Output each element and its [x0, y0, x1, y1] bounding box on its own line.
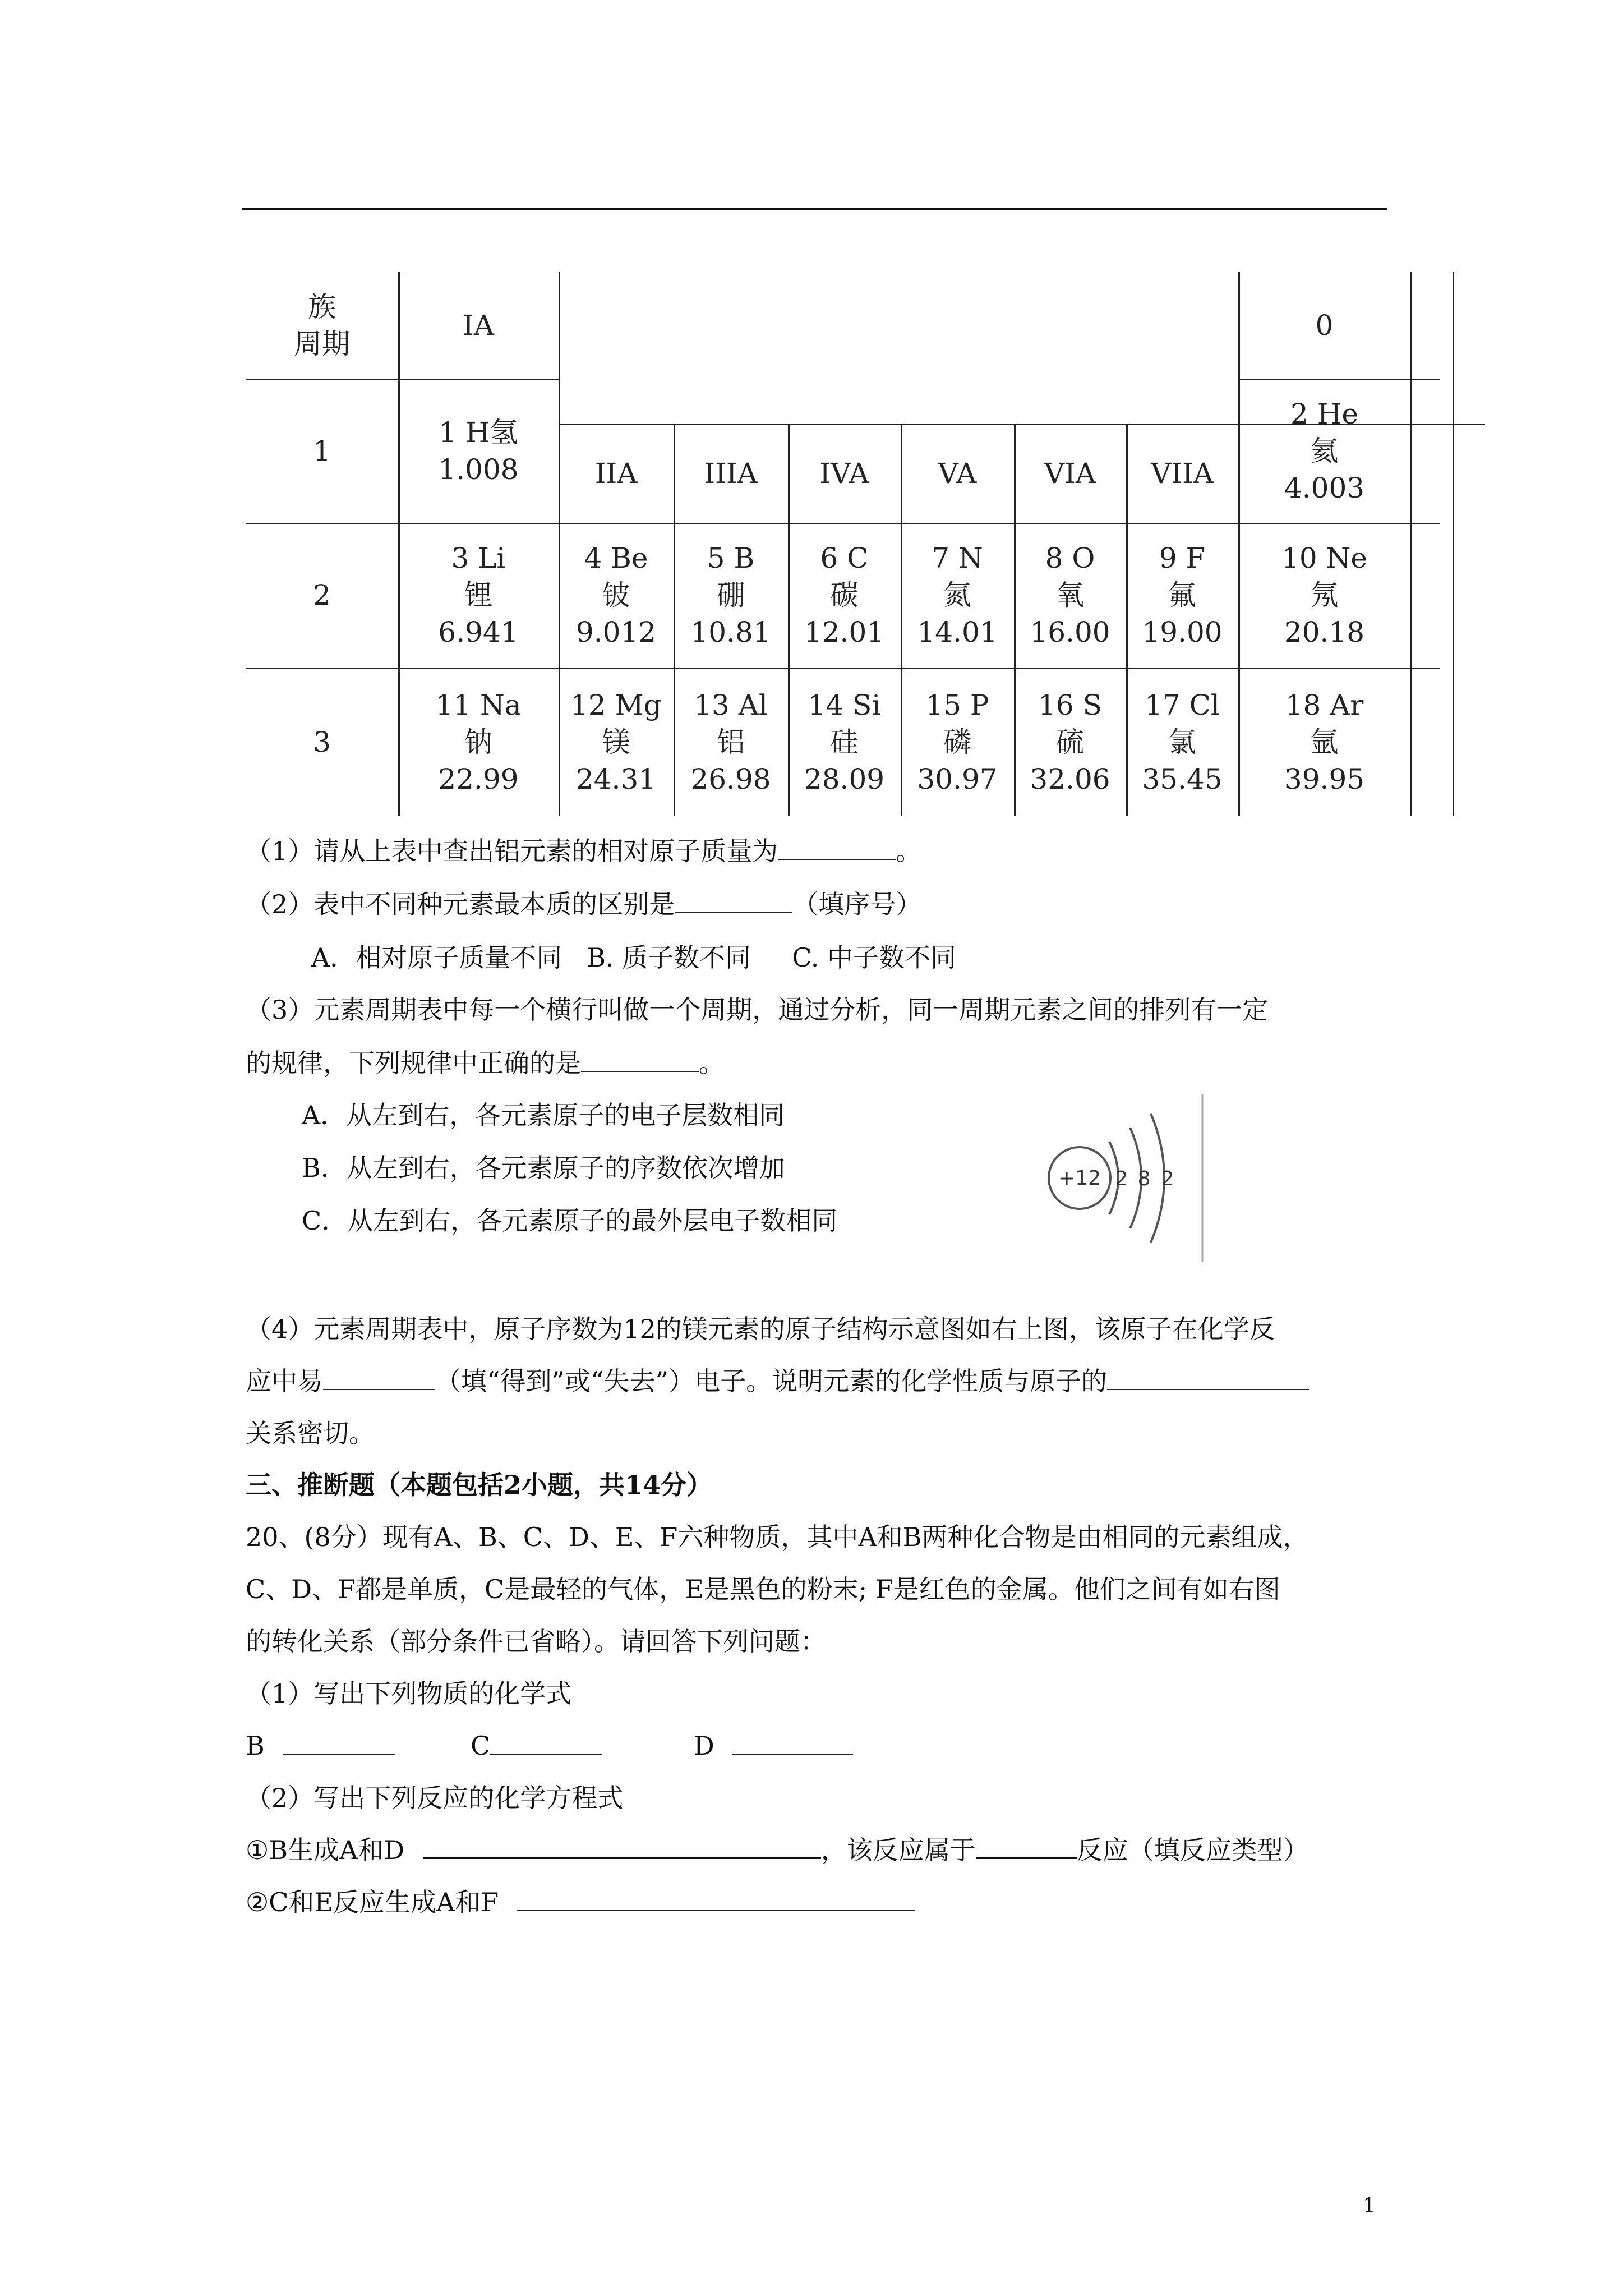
answer-blank [1107, 1366, 1309, 1390]
answer-blank [581, 1048, 699, 1072]
element-cell-Ne: 10 Ne 氖 20.18 [1281, 542, 1367, 648]
answer-blank [675, 890, 792, 913]
table-line [1453, 272, 1454, 816]
question-4-line2: 应中易 （填“得到”或“失去”）电子。说明元素的化学性质与原子的 [246, 1364, 1309, 1398]
period-1: 1 [313, 434, 331, 467]
element-cell-C: 6 C 碳 12.01 [804, 542, 885, 648]
shell-electron-count: 2 [1161, 1167, 1174, 1190]
header-IIA: IIA [594, 457, 638, 490]
question-20-reaction-1: ①B生成A和D ，该反应属于 反应（填反应类型） [246, 1835, 1309, 1865]
question-3-option-c: C．从左到右，各元素原子的最外层电子数相同 [302, 1205, 838, 1236]
answer-blank [778, 836, 896, 860]
periodic-table [246, 272, 1479, 816]
element-cell-F: 9 F 氟 19.00 [1142, 542, 1223, 648]
element-cell-N: 7 N 氮 14.01 [917, 542, 998, 648]
question-20-formulas: B C D [246, 1729, 853, 1763]
element-cell-B: 5 B 硼 10.81 [690, 542, 771, 648]
answer-blank [976, 1834, 1077, 1859]
element-cell-He: 2 He 氦 4.003 [1284, 397, 1365, 504]
header-group-period [246, 272, 398, 379]
header-group: 族 [308, 291, 336, 323]
element-cell-P: 15 P 磷 30.97 [917, 688, 998, 795]
period-2: 2 [313, 579, 331, 611]
element-cell-Be: 4 Be 铍 9.012 [575, 542, 657, 648]
atom-structure-diagram [1043, 1094, 1211, 1262]
table-line [1410, 272, 1412, 816]
element-cell-O: 8 O 氧 16.00 [1030, 542, 1110, 648]
element-cell-H: 1 H氢 1.008 [438, 416, 519, 486]
element-cell-S: 16 S 硫 32.06 [1030, 688, 1110, 795]
question-20-line2: C、D、F都是单质，C是最轻的气体，E是黑色的粉末; F是红色的金属。他们之间有如右图 [246, 1574, 1280, 1604]
header-IVA: IVA [819, 457, 869, 490]
element-cell-Na: 11 Na 钠 22.99 [435, 688, 522, 795]
header-VA: VA [938, 457, 977, 490]
element-cell-Si: 14 Si 硅 28.09 [804, 688, 885, 795]
element-cell-Ar: 18 Ar 氩 39.95 [1284, 688, 1365, 795]
question-3-option-a: A．从左到右，各元素原子的电子层数相同 [302, 1100, 785, 1130]
question-20-line1: 20、(8分）现有A、B、C、D、E、F六种物质，其中A和B两种化合物是由相同的元素组成， [246, 1522, 1309, 1552]
element-cell-Cl: 17 Cl 氯 35.45 [1142, 688, 1223, 795]
answer-blank [283, 1731, 395, 1755]
page-number: 1 [1363, 2194, 1376, 2217]
header-IIIA: IIIA [704, 457, 758, 490]
element-cell-Al: 13 Al 铝 26.98 [690, 688, 771, 795]
question-3-line2: 的规律，下列规律中正确的是 。 [246, 1048, 725, 1078]
question-2: （2）表中不同种元素最本质的区别是 （填序号） [246, 889, 922, 919]
header-VIIA: VIIA [1151, 457, 1214, 490]
answer-blank [323, 1366, 435, 1390]
question-20-line3: 的转化关系（部分条件已省略）。请回答下列问题： [246, 1626, 826, 1657]
answer-blank [423, 1834, 821, 1859]
answer-blank [490, 1731, 602, 1755]
question-3-option-b: B．从左到右，各元素原子的序数依次增加 [302, 1153, 785, 1183]
answer-blank [517, 1888, 915, 1911]
shell-electron-count: 2 [1115, 1167, 1128, 1190]
header-period: 周期 [294, 328, 350, 360]
question-1: （1）请从上表中查出铝元素的相对原子质量为 。 [246, 836, 922, 866]
question-20-sub2: （2）写出下列反应的化学方程式 [246, 1783, 624, 1813]
element-cell-Li: 3 Li 锂 6.941 [438, 542, 519, 648]
question-3-line1: （3）元素周期表中每一个横行叫做一个周期，通过分析，同一周期元素之间的排列有一定 [246, 995, 1269, 1025]
header-0: 0 [1315, 309, 1334, 342]
section-heading: 三、推断题（本题包括2小题，共14分） [246, 1470, 713, 1500]
question-20-sub1: （1）写出下列物质的化学式 [246, 1678, 572, 1709]
header-rule [242, 208, 1387, 210]
period-3: 3 [313, 725, 331, 758]
answer-blank [732, 1731, 853, 1755]
header-IA: IA [463, 309, 494, 342]
header-VIA: VIA [1044, 457, 1096, 490]
nucleus-charge: +12 [1058, 1167, 1101, 1190]
question-4-line1: （4）元素周期表中，原子序数为12的镁元素的原子结构示意图如右上图，该原子在化学反 [246, 1314, 1275, 1344]
shell-electron-count: 8 [1137, 1167, 1151, 1190]
element-cell-Mg: 12 Mg 镁 24.31 [570, 688, 662, 795]
question-4-line3: 关系密切。 [246, 1418, 375, 1448]
question-2-options: A．相对原子质量不同 B. 质子数不同 C. 中子数不同 [311, 942, 957, 973]
question-20-reaction-2: ②C和E反应生成A和F [246, 1885, 915, 1919]
